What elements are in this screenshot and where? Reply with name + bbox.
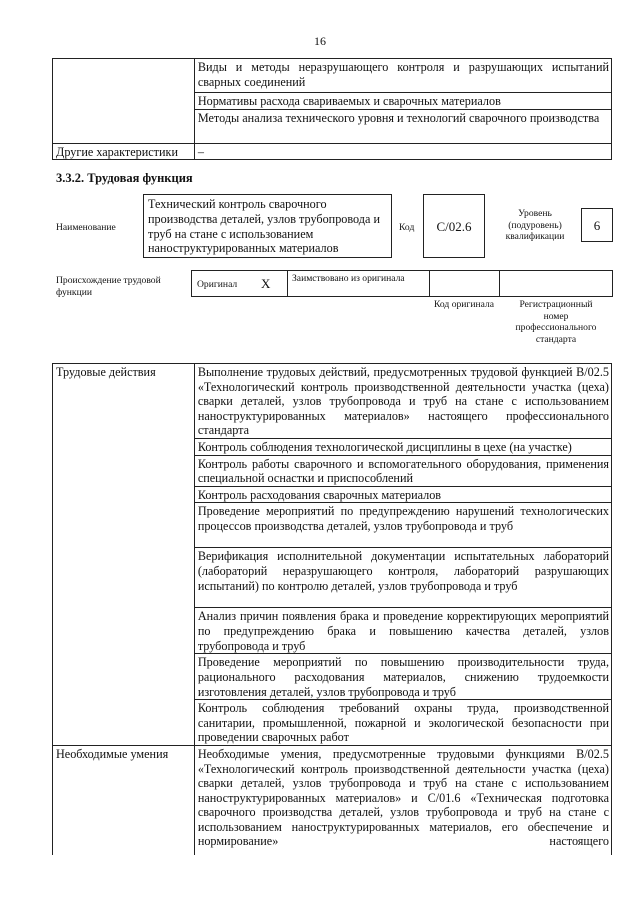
labor-action-item: Контроль работы сварочного и вспомогательного оборудования, применения специальной оснастки и приспособлений bbox=[194, 455, 611, 486]
code-value: С/02.6 bbox=[436, 219, 472, 234]
divider bbox=[499, 271, 500, 296]
empty-label-cell bbox=[53, 59, 195, 144]
top-table bbox=[52, 58, 612, 160]
knowledge-item: Нормативы расхода свариваемых и сварочных материалов bbox=[194, 93, 611, 110]
other-characteristics-value: – bbox=[194, 143, 611, 160]
skills-text: Необходимые умения, предусмотренные трудовыми функциями В/02.5 «Технологический контроль производственной деятельности участка (цеха) сварки деталей, узлов трубопровода и труб на стане с использованием наноструктурированных материалов» и С/01.6 «Техническая подготовка сварочного производства деталей, узлов трубопровода и труб на стане с использованием наноструктурированных материалов, его обеспечение и нормирование» настоящего bbox=[194, 745, 611, 855]
knowledge-item: Методы анализа технического уровня и технологий сварочного производства bbox=[194, 109, 611, 143]
page-number: 16 bbox=[314, 34, 326, 48]
level-box bbox=[581, 208, 613, 242]
main-table bbox=[52, 363, 612, 855]
level-value: 6 bbox=[593, 218, 601, 233]
original-mark: X bbox=[261, 276, 271, 291]
labor-action-item: Контроль соблюдения требований охраны труда, производственной санитарии, промышленной, пожарной и экологической безопасности при проведении сварочных работ bbox=[194, 700, 611, 746]
name-label: Наименование bbox=[56, 222, 116, 233]
knowledge-item: Виды и методы неразрушающего контроля и разрушающих испытаний сварных соединений bbox=[194, 59, 611, 93]
other-characteristics-label: Другие характеристики bbox=[53, 143, 195, 160]
level-label: Уровень (подуровень) квалификации bbox=[505, 208, 565, 242]
labor-action-item: Проведение мероприятий по предупреждению нарушений технологических процессов производства деталей, узлов трубопровода и труб bbox=[194, 503, 611, 548]
labor-action-item: Верификация исполнительной документации испытательных лабораторий (лабораторий неразрушающего контроля, лабораторий разрушающих испытаний) по контролю деталей, узлов трубопровода и труб bbox=[194, 548, 611, 608]
code-box bbox=[423, 194, 485, 258]
function-name: Технический контроль сварочного производства деталей, узлов трубопровода и труб на стане с использованием наноструктурированных материалов bbox=[148, 197, 380, 256]
original-label: Оригинал bbox=[197, 279, 238, 290]
labor-action-item: Контроль соблюдения технологической дисциплины в цехе (на участке) bbox=[194, 438, 611, 455]
divider bbox=[429, 271, 430, 296]
labor-action-item: Контроль расходования сварочных материалов bbox=[194, 486, 611, 503]
section-title: 3.3.2. Трудовая функция bbox=[56, 171, 193, 185]
labor-action-item: Выполнение трудовых действий, предусмотренных трудовой функцией В/02.5 «Технологический контроль производственной деятельности участка (цеха) сварки деталей, узлов трубопровода и труб на стане с использованием наноструктурированных материалов» настоящего профессионального стандарта bbox=[194, 364, 611, 439]
divider bbox=[287, 271, 288, 296]
labor-action-item: Анализ причин появления брака и проведение корректирующих мероприятий по предупреждению брака и повышению качества деталей, узлов трубопровода и труб bbox=[194, 608, 611, 654]
labor-actions-label: Трудовые действия bbox=[53, 364, 195, 746]
function-name-box bbox=[143, 194, 392, 258]
code-label: Код bbox=[399, 222, 415, 233]
code-caption: Код оригинала bbox=[433, 299, 495, 310]
borrowed-label: Заимствовано из оригинала bbox=[292, 273, 405, 284]
origin-row bbox=[191, 270, 613, 297]
skills-label: Необходимые умения bbox=[53, 745, 195, 855]
origin-label: Происхождение трудовой функции bbox=[56, 275, 161, 298]
labor-action-item: Проведение мероприятий по повышению производительности труда, рационального расходования материалов, снижению трудоемкости изготовления деталей, узлов трубопровода и труб bbox=[194, 654, 611, 700]
reg-caption: Регистрационный номер профессионального стандарта bbox=[515, 299, 597, 345]
